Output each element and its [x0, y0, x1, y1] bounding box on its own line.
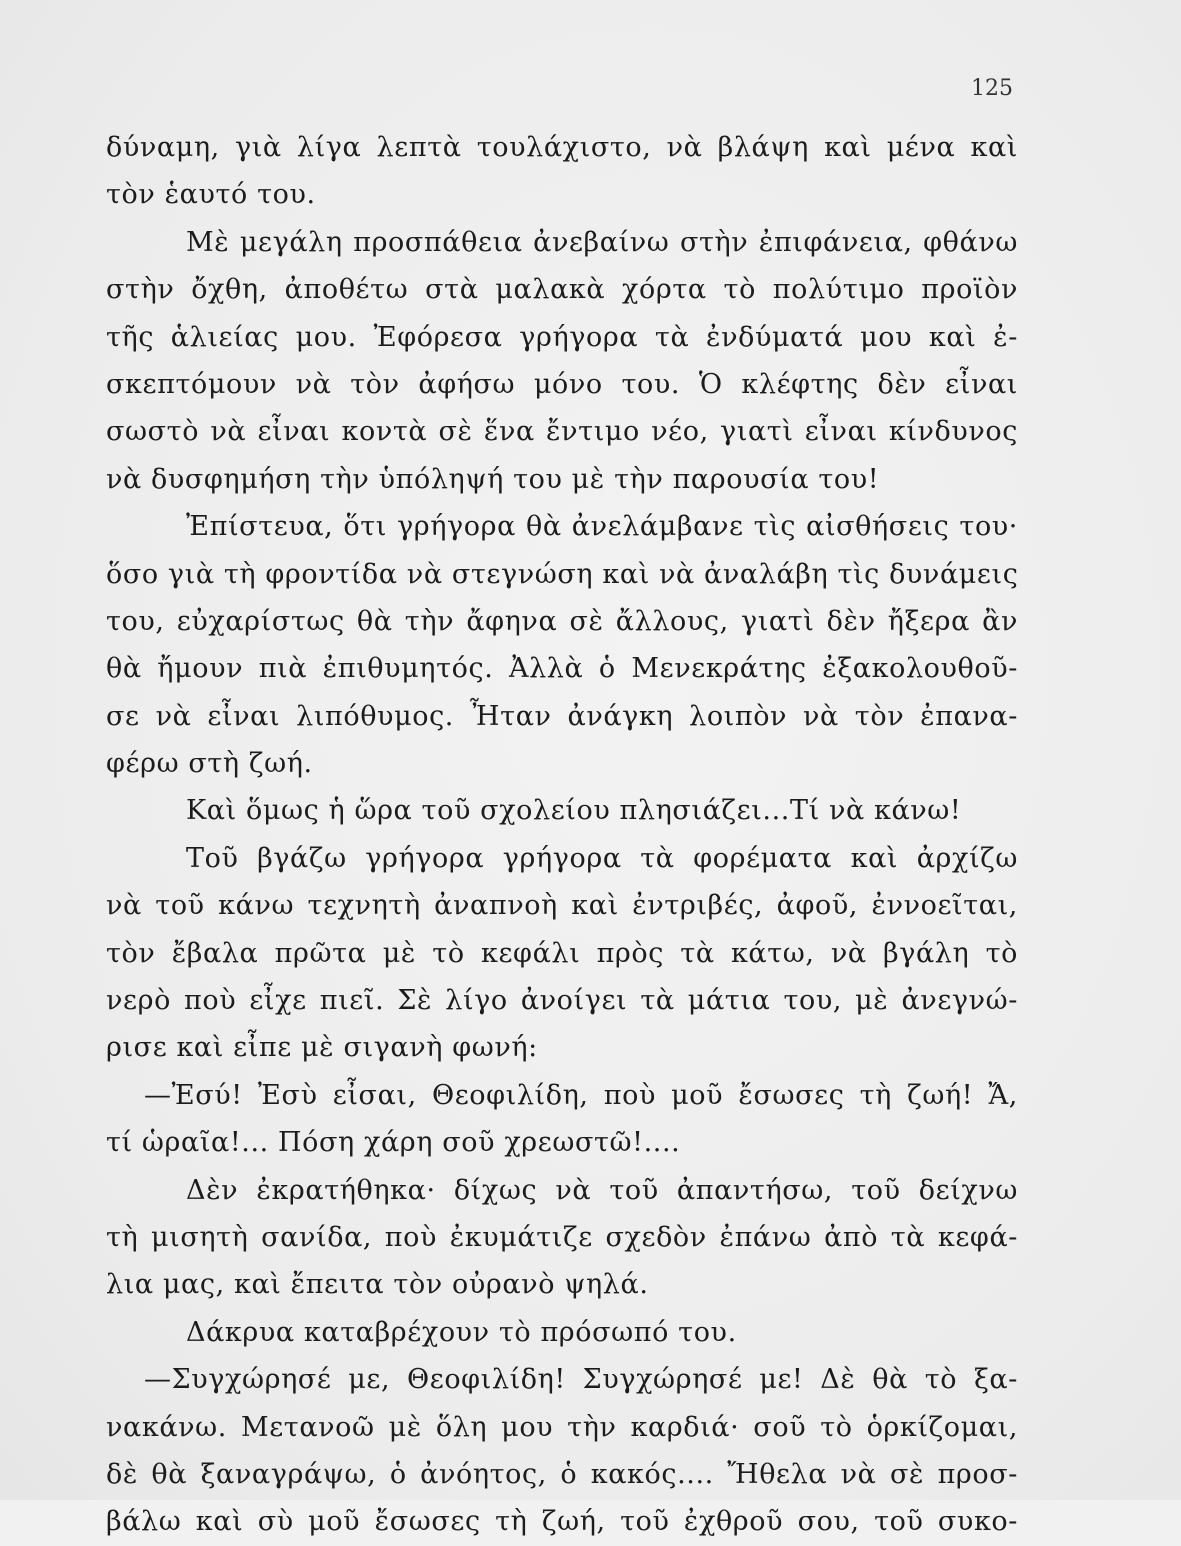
text-line: νὰ τοῦ κάνω τεχνητὴ ἀναπνοὴ καὶ ἐντριβές, ἀφοῦ, ἐννοεῖται, [106, 890, 1018, 922]
text-line: νερὸ ποὺ εἶχε πιεῖ. Σὲ λίγο ἀνοίγει τὰ μάτια του, μὲ ἀνεγνώ- [106, 985, 1018, 1017]
text-line: τὴ μισητὴ σανίδα, ποὺ ἐκυμάτιζε σχεδὸν ἐπάνω ἀπὸ τὰ κεφά- [106, 1221, 1018, 1253]
text-line: σε νὰ εἶναι λιπόθυμος. Ἦταν ἀνάγκη λοιπὸν νὰ τὸν ἐπανα- [106, 700, 1018, 732]
text-line: τὸν ἔβαλα πρῶτα μὲ τὸ κεφάλι πρὸς τὰ κάτω, νὰ βγάλη τὸ [106, 937, 1018, 969]
text-line: δύναμη, γιὰ λίγα λεπτὰ τουλάχιστο, νὰ βλάψη καὶ μένα καὶ [106, 132, 1018, 163]
text-line: σκεπτόμουν νὰ τὸν ἀφήσω μόνο του. Ὁ κλέφτης δὲν εἶναι [106, 368, 1018, 400]
paragraph-first-line: Μὲ μεγάλη προσπάθεια ἀνεβαίνω στὴν ἐπιφάνεια, φθάνω [186, 226, 1018, 258]
text-line: νὰ δυσφημήση τὴν ὑπόληψή του μὲ τὴν παρουσία του! [106, 463, 880, 495]
text-line: στὴν ὄχθη, ἀποθέτω στὰ μαλακὰ χόρτα τὸ πολύτιμο προϊὸν [106, 274, 1018, 306]
text-line: θὰ ἤμουν πιὰ ἐπιθυμητός. Ἀλλὰ ὁ Μενεκράτης ἐξακολουθοῦ- [106, 653, 1018, 685]
paragraph-first-line: Δὲν ἐκρατήθηκα· δίχως νὰ τοῦ ἀπαντήσω, τοῦ δείχνω [186, 1174, 1018, 1206]
paragraph-first-line: Δάκρυα καταβρέχουν τὸ πρόσωπό του. [186, 1316, 737, 1348]
text-line: βάλω καὶ σὺ μοῦ ἔσωσες τὴ ζωή, τοῦ ἐχθροῦ σου, τοῦ συκο- [106, 1506, 1018, 1538]
body-text [106, 124, 1018, 1546]
text-line: τῆς ἁλιείας μου. Ἐφόρεσα γρήγορα τὰ ἐνδύματά μου καὶ ἐ- [106, 321, 1018, 353]
text-line: ὅσο γιὰ τὴ φροντίδα νὰ στεγνώση καὶ νὰ ἀναλάβη τὶς δυνάμεις [106, 558, 1019, 590]
paragraph-first-line: Τοῦ βγάζω γρήγορα γρήγορα τὰ φορέματα καὶ ἀρχίζω [186, 842, 1018, 874]
dialogue-line: —Συγχώρησέ με, Θεοφιλίδη! Συγχώρησέ με! Δὲ θὰ τὸ ξα- [144, 1364, 1018, 1396]
text-line: νακάνω. Μετανοῶ μὲ ὅλη μου τὴν καρδιά· σοῦ τὸ ὁρκίζομαι, [106, 1411, 1018, 1443]
page-number: 125 [971, 76, 1013, 101]
text-line: του, εὐχαρίστως θὰ τὴν ἄφηνα σὲ ἄλλους, γιατὶ δὲν ἤξερα ἂν [106, 605, 1018, 637]
text-line: τὸν ἑαυτό του. [106, 179, 316, 211]
text-line: δὲ θὰ ξαναγράψω, ὁ ἀνόητος, ὁ κακός.... Ἤθελα νὰ σὲ προσ- [106, 1458, 1018, 1490]
paragraph-first-line: Ἐπίστευα, ὅτι γρήγορα θὰ ἀνελάμβανε τὶς αἰσθήσεις του· [186, 511, 1018, 543]
text-line: λια μας, καὶ ἔπειτα τὸν οὐρανὸ ψηλά. [106, 1269, 649, 1301]
dialogue-line: —Ἐσύ! Ἐσὺ εἶσαι, Θεοφιλίδη, ποὺ μοῦ ἔσωσες τὴ ζωή! Ἄ, [144, 1079, 1018, 1111]
text-line: φέρω στὴ ζωή. [106, 748, 313, 780]
paragraph-first-line: Καὶ ὅμως ἡ ὥρα τοῦ σχολείου πλησιάζει...Τί νὰ κάνω! [186, 795, 962, 827]
text-line: ρισε καὶ εἶπε μὲ σιγανὴ φωνή: [106, 1032, 538, 1064]
text-line: τί ὡραῖα!... Πόση χάρη σοῦ χρεωστῶ!.... [106, 1127, 681, 1159]
text-line: σωστὸ νὰ εἶναι κοντὰ σὲ ἕνα ἔντιμο νέο, γιατὶ εἶναι κίνδυνος [106, 416, 1018, 448]
